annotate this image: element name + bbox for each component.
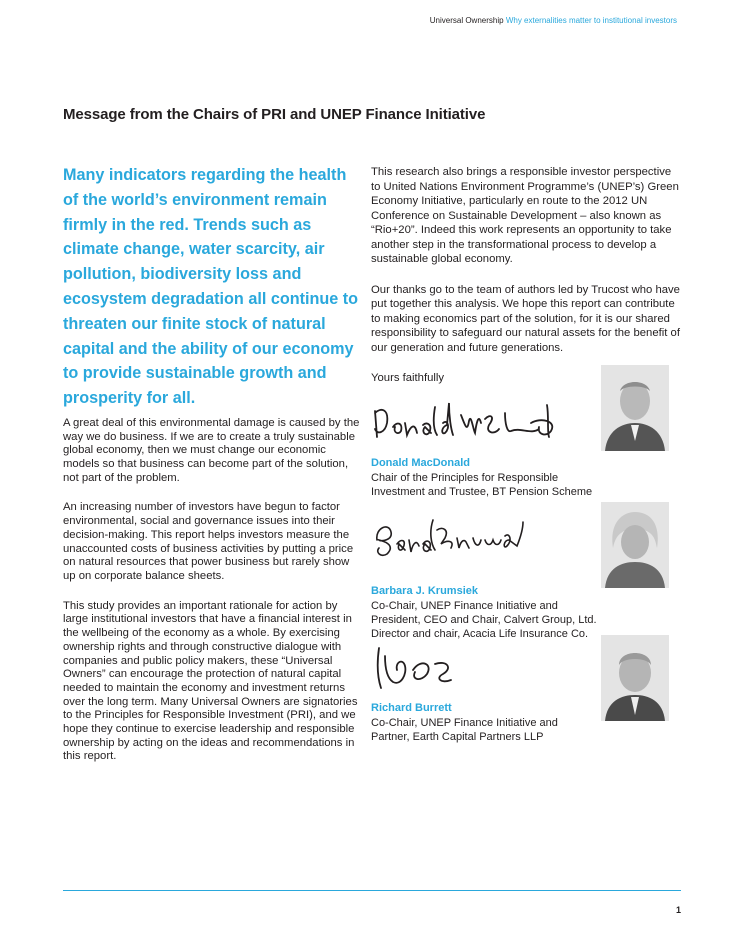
signer-name: Richard Burrett bbox=[371, 702, 452, 714]
signer-role: Co-Chair, UNEP Finance Initiative and bbox=[371, 717, 558, 729]
signer-name: Barbara J. Krumsiek bbox=[371, 585, 478, 597]
body-paragraph: An increasing number of investors have begun to factor environmental, social and governance issues into their decision-making. This report helps investors measure the unaccounted costs of business activities by putting a price on natural resources that power business but rarely show up on corporate balance sheets. bbox=[63, 501, 354, 582]
body-paragraph: This research also brings a responsible investor perspective to United Nations Environment Programme’s (UNEP’s) Green Economy Initiative, particularly en route to the 2012 UN Conference on Sustainable Development – also known as “Rio+20”. Indeed this work represents an opportunity to take another step in the transformational process to develop a sustainable global economy. bbox=[371, 166, 679, 265]
page-number: 1 bbox=[675, 905, 681, 915]
left-column bbox=[63, 163, 360, 780]
signer-role: President, CEO and Chair, Calvert Group, Ltd. bbox=[371, 614, 597, 626]
body-paragraph: This study provides an important rationale for action by large institutional investors that have a financial interest in the wellbeing of the economy as a whole. By exercising ownership rights and through constructive dialogue with companies and public policy makers, these “Universal Owners” can encourage the protection of natural capital needed to maintain the economy and investment returns over the long term. Many Universal Owners are signatories to the Principles for Responsible Investment (PRI), and we hope they continue to exercise leadership and responsible ownership by acting on the ideas and recommendations in this report. bbox=[63, 599, 358, 763]
signer-role: Investment and Trustee, BT Pension Scheme bbox=[371, 486, 593, 498]
closing-line: Yours faithfully bbox=[371, 372, 445, 384]
signer-name: Donald MacDonald bbox=[371, 457, 471, 469]
body-paragraph: Our thanks go to the team of authors led by Trucost who have put together this analysis. We hope this report can contribute to making economics part of the solution, for it is our shared responsibility to safeguard our natural assets for the benefit of our generation and future generations. bbox=[371, 283, 680, 354]
signer-role: Director and chair, Acacia Life Insurance Co. bbox=[371, 628, 589, 640]
body-paragraph: A great deal of this environmental damage is caused by the way we do business. If we are to create a truly sustainable global economy, then we must change our economic models so that business can become part of the solution, not part of the problem. bbox=[63, 416, 360, 484]
signer-role: Chair of the Principles for Responsible bbox=[371, 472, 559, 484]
portrait-photo bbox=[601, 502, 669, 588]
signature-krumsiek bbox=[371, 510, 531, 560]
signature-macdonald bbox=[371, 393, 581, 448]
portrait-photo bbox=[601, 365, 669, 451]
lead-paragraph: Many indicators regarding the health of the world’s environment remain firmly in the red. Trends such as climate change, water scarcity, air pollution, biodiversity loss and ecosystem degradation all continue to threaten our finite stock of natural capital and the ability of our economy to provide sustainable growth and prosperity for all. bbox=[63, 166, 359, 408]
right-column bbox=[371, 165, 681, 743]
signature-burrett bbox=[371, 640, 481, 695]
signer-role: Partner, Earth Capital Partners LLP bbox=[371, 731, 544, 743]
running-head-title: Universal Ownership bbox=[429, 16, 504, 25]
running-head-subtitle: Why externalities matter to institutional investors bbox=[505, 16, 677, 25]
portrait-photo bbox=[601, 635, 669, 721]
signer-role: Co-Chair, UNEP Finance Initiative and bbox=[371, 600, 558, 612]
running-head bbox=[430, 16, 677, 25]
page-title: Message from the Chairs of PRI and UNEP Finance Initiative bbox=[63, 106, 486, 123]
footer-rule bbox=[63, 890, 681, 891]
